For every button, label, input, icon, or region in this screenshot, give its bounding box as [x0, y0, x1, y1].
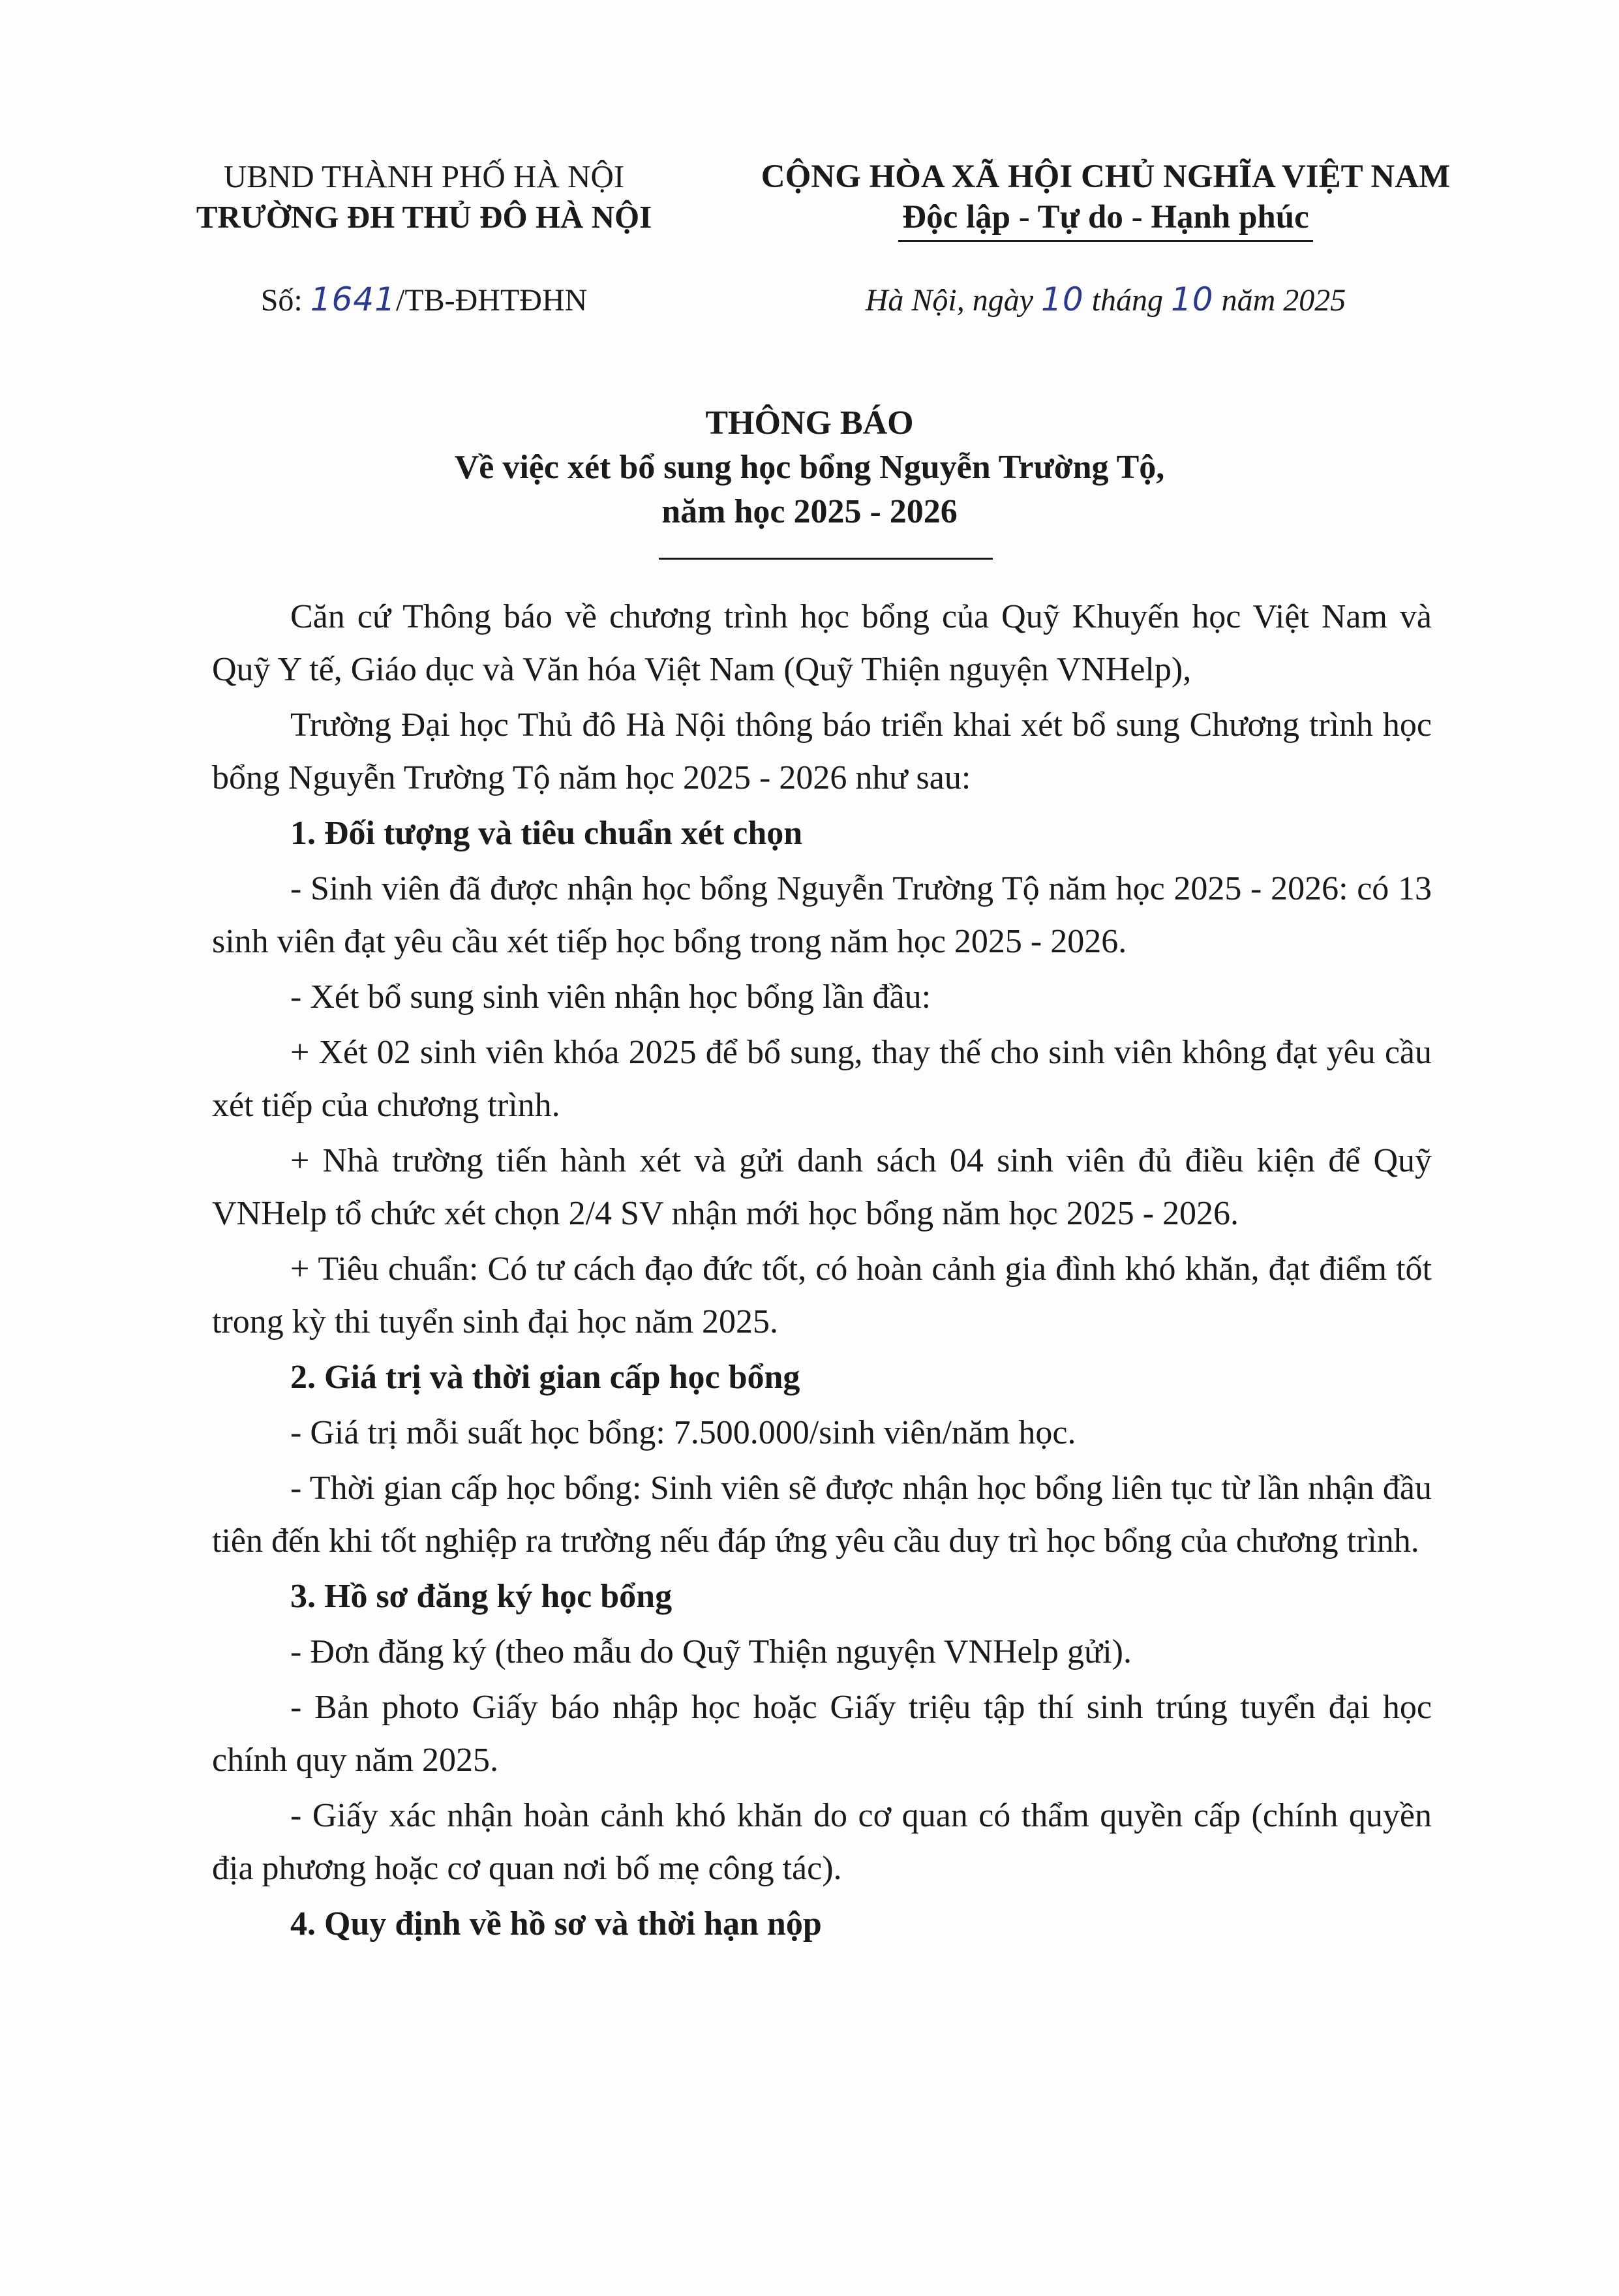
issuing-organization — [163, 157, 685, 237]
title-year: năm học 2025 - 2026 — [661, 493, 958, 530]
month-label: tháng — [1091, 283, 1163, 318]
place-date — [724, 280, 1487, 318]
nation-motto: Độc lập - Tự do - Hạnh phúc — [898, 197, 1312, 242]
month-handwritten: 10 — [1171, 280, 1214, 318]
section-1-item-2: - Xét bổ sung sinh viên nhận học bổng lần đầu: — [290, 978, 931, 1016]
section-2-item-2: - Thời gian cấp học bổng: Sinh viên sẽ được nhận học bổng liên tục từ lần nhận đầu tiên đến khi tốt nghiệp ra trường nếu đáp ứng yêu cầu duy trì học bổng của chương trình. — [212, 1470, 1432, 1560]
section-1-item-5: + Tiêu chuẩn: Có tư cách đạo đức tốt, có hoàn cảnh gia đình khó khăn, đạt điểm tốt trong kỳ thi tuyển sinh đại học năm 2025. — [212, 1250, 1432, 1340]
section-3-item-3: - Giấy xác nhận hoàn cảnh khó khăn do cơ quan có thẩm quyền cấp (chính quyền địa phương hoặc cơ quan nơi bố mẹ công tác). — [212, 1797, 1432, 1887]
document-number — [163, 280, 685, 318]
paragraph-basis: Căn cứ Thông báo về chương trình học bổng của Quỹ Khuyến học Việt Nam và Quỹ Y tế, Giáo dục và Văn hóa Việt Nam (Quỹ Thiện nguyện VNHelp), — [212, 598, 1432, 688]
year-text: năm 2025 — [1221, 283, 1346, 318]
org-name: TRƯỜNG ĐH THỦ ĐÔ HÀ NỘI — [196, 199, 652, 235]
org-parent-name: UBND THÀNH PHỐ HÀ NỘI — [223, 159, 625, 194]
section-1-heading: 1. Đối tượng và tiêu chuẩn xét chọn — [290, 815, 803, 852]
section-3-item-1: - Đơn đăng ký (theo mẫu do Quỹ Thiện nguyện VNHelp gửi). — [290, 1633, 1132, 1670]
section-3-item-2: - Bản photo Giấy báo nhập học hoặc Giấy triệu tập thí sinh trúng tuyển đại học chính quy năm 2025. — [212, 1689, 1432, 1779]
place-prefix: Hà Nội, ngày — [865, 283, 1034, 318]
section-2-item-1: - Giá trị mỗi suất học bổng: 7.500.000/sinh viên/năm học. — [290, 1414, 1076, 1451]
section-1-item-1: - Sinh viên đã được nhận học bổng Nguyễn Trường Tộ năm học 2025 - 2026: có 13 sinh viên đạt yêu cầu xét tiếp học bổng trong năm học 2025 - 2026. — [212, 870, 1432, 960]
title-subject: Về việc xét bổ sung học bổng Nguyễn Trường Tộ, — [454, 449, 1165, 486]
docno-handwritten: 1641 — [310, 280, 396, 318]
section-3-heading: 3. Hồ sơ đăng ký học bổng — [290, 1578, 673, 1615]
section-1-item-3: + Xét 02 sinh viên khóa 2025 để bổ sung, thay thế cho sinh viên không đạt yêu cầu xét tiếp của chương trình. — [212, 1034, 1432, 1124]
document-body — [212, 590, 1432, 1953]
document-title — [0, 401, 1619, 534]
section-4-heading: 4. Quy định về hồ sơ và thời hạn nộp — [290, 1905, 822, 1942]
section-1-item-4: + Nhà trường tiến hành xét và gửi danh sách 04 sinh viên đủ điều kiện để Quỹ VNHelp tổ chức xét chọn 2/4 SV nhận mới học bổng năm học 2025 - 2026. — [212, 1142, 1432, 1232]
docno-suffix: /TB-ĐHTĐHN — [395, 283, 588, 318]
docno-prefix: Số: — [260, 283, 303, 318]
title-divider — [659, 558, 993, 560]
paragraph-intro: Trường Đại học Thủ đô Hà Nội thông báo triển khai xét bổ sung Chương trình học bổng Nguyễn Trường Tộ năm học 2025 - 2026 như sau: — [212, 706, 1432, 796]
title-type: THÔNG BÁO — [705, 404, 914, 442]
nation-name: CỘNG HÒA XÃ HỘI CHỦ NGHĨA VIỆT NAM — [761, 159, 1451, 195]
section-2-heading: 2. Giá trị và thời gian cấp học bổng — [290, 1359, 800, 1396]
day-handwritten: 10 — [1041, 280, 1084, 318]
national-header — [724, 157, 1487, 242]
